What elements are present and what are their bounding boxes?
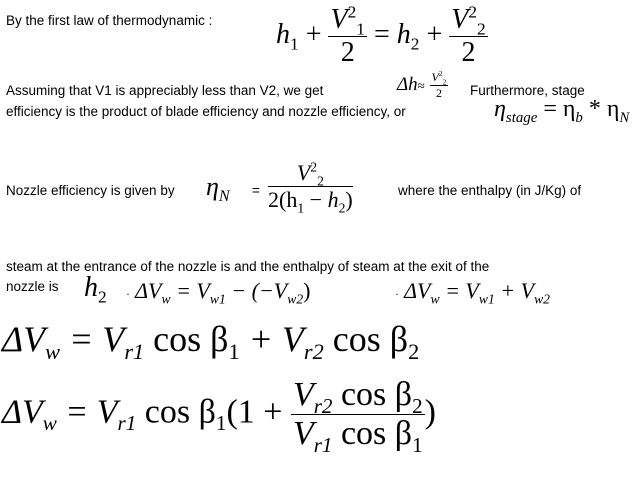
text-equals: = [252, 183, 260, 198]
text-nozzle-is: nozzle is [6, 279, 59, 294]
text-furthermore: Furthermore, stage [470, 83, 585, 98]
equation-delta-vw-1: · $\Delta V_w = V_{w1} - (-V_{w2})$ [126, 278, 311, 307]
text-enthalpy: where the enthalpy (in J/Kg) of [398, 183, 582, 198]
equation-stage-efficiency: $\eta_{stage} = \eta_b * \eta_N$ [494, 96, 630, 126]
equation-h2: $h_2$ [84, 272, 107, 307]
equation-delta-h: Δh≈ $\frac{V^2_2}{2}$ [397, 69, 447, 100]
text-steam-entrance: steam at the entrance of the nozzle is and the enthalpy of steam at the exit of the [6, 259, 490, 274]
equation-nozzle-fraction: $\frac{V^2_2}{2(h_1 - h_2)}$ [268, 159, 353, 216]
text-assuming: Assuming that V1 is appreciably less than V2, we get [6, 83, 324, 98]
text-first-law: By the first law of thermodynamic : [6, 13, 213, 28]
text-nozzle-efficiency: Nozzle efficiency is given by [6, 183, 175, 198]
equation-delta-vw-3: $\Delta V_w = V_{r1}$ $\cos \beta_1 + V_{r2}$ $\cos \beta_2$ [2, 319, 420, 365]
equation-first-law: $h_1$ + $\frac{V^2_1}{2}$ = $h_2$ + $\frac{V^2_2}{2}$ [276, 2, 486, 68]
equation-delta-vw-2: · $\Delta V_w = V_{w1} + V_{w2}$ [395, 278, 550, 307]
equation-delta-vw-4: $\Delta V_w = V_{r1}$ $\cos \beta_1(1$ + $\frac{V_{r2} \cos \beta_2}{V_{r1} \cos \beta_1}$ ) [2, 376, 436, 457]
text-stage-efficiency: efficiency is the product of blade efficiency and nozzle efficiency, or [6, 104, 406, 119]
equation-eta-n: $\eta_N$ [206, 172, 230, 206]
